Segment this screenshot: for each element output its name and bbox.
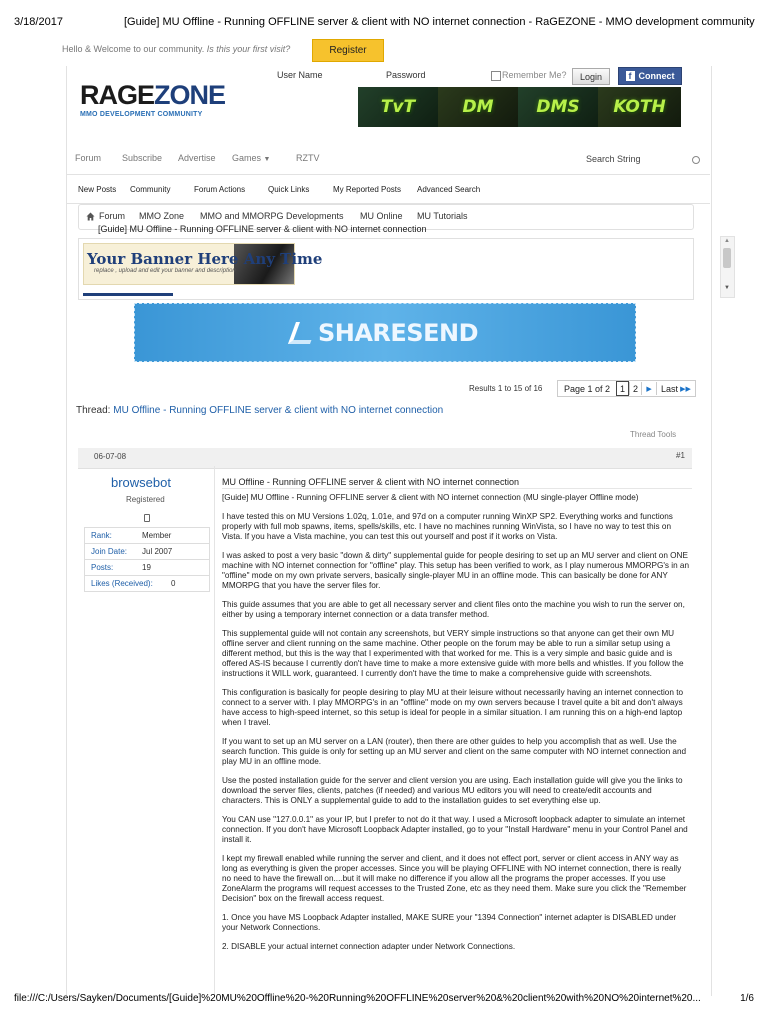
post-paragraph: If you want to set up an MU server on a LAN (router), then there are other guides to help you accomplish that as well. Use the search function. This guide is only for setting up an MU server and client on the same computer with NO internet connection and play MU in an offline mode. bbox=[222, 737, 687, 766]
facebook-connect-label: Connect bbox=[638, 71, 675, 81]
site-logo[interactable] bbox=[80, 82, 225, 118]
banner-dms: DMS bbox=[518, 87, 598, 127]
thread-heading bbox=[76, 405, 443, 416]
search-icon[interactable] bbox=[692, 156, 700, 164]
post-body bbox=[222, 493, 690, 961]
username-label: User Name bbox=[277, 70, 323, 80]
user-title: Registered bbox=[126, 495, 165, 504]
logo-rage: RAGE bbox=[80, 80, 155, 110]
post-paragraph: 1. Once you have MS Loopback Adapter installed, MAKE SURE your "1394 Connection" internet adapter is DISABLED under your Network Connections. bbox=[222, 913, 677, 932]
online-status-icon bbox=[144, 514, 150, 522]
last-page-label: Last bbox=[661, 383, 679, 394]
page-of: Page 1 of 2 bbox=[564, 383, 611, 394]
stat-likes bbox=[84, 575, 210, 592]
subnav-community[interactable]: Community bbox=[130, 185, 171, 194]
nav-subscribe[interactable]: Subscribe bbox=[122, 153, 163, 163]
next-page-icon[interactable]: ▶ bbox=[641, 382, 656, 395]
breadcrumb-forum[interactable]: Forum bbox=[99, 211, 126, 221]
subnav-quick-links[interactable]: Quick Links bbox=[268, 185, 310, 194]
post-paragraph: This configuration is basically for people desiring to play MU at their leisure without necessarily having an internet connection to connect to a server with. I play MMORPG's in an "offline" mode on my own servers because I travel quite a bit and don't always have access to high-speed internet, so this setup is ideal for people in a similar situation. I am running this on a high-end laptop when I travel. bbox=[222, 688, 684, 727]
search-input[interactable]: Search String bbox=[586, 154, 641, 164]
scrollbar-thumb[interactable] bbox=[723, 248, 731, 268]
thread-tools-menu[interactable]: Thread Tools bbox=[630, 430, 677, 439]
stat-rank bbox=[84, 527, 210, 544]
stat-key: Posts: bbox=[91, 563, 114, 572]
thread-title-link[interactable]: MU Offline - Running OFFLINE server & client with NO internet connection bbox=[113, 405, 444, 416]
logo-zone: ZONE bbox=[154, 80, 226, 110]
welcome-text: Hello & Welcome to our community. bbox=[62, 44, 205, 54]
nav-rztv[interactable]: RZTV bbox=[296, 153, 320, 163]
post-title: MU Offline - Running OFFLINE server & client with NO internet connection bbox=[222, 477, 519, 487]
stat-key: Likes (Received): bbox=[91, 579, 153, 588]
post-paragraph: This guide assumes that you are able to get all necessary server and client files onto the machine you wish to run the server on, either by using a temporary internet connection or a data transfer method. bbox=[222, 600, 685, 619]
banner-dm: DM bbox=[438, 87, 518, 127]
first-visit-question: Is this your first visit? bbox=[206, 44, 291, 54]
banner-ad[interactable] bbox=[83, 243, 323, 285]
password-label: Password bbox=[386, 70, 426, 80]
stat-posts bbox=[84, 559, 210, 576]
stat-value: Member bbox=[142, 531, 172, 540]
register-button[interactable]: Register bbox=[312, 39, 384, 62]
nav-forum[interactable]: Forum bbox=[75, 153, 102, 163]
subnav-reported-posts[interactable]: My Reported Posts bbox=[333, 185, 402, 194]
post-permalink[interactable]: #1 bbox=[676, 451, 685, 460]
game-modes-banner[interactable] bbox=[358, 87, 681, 127]
post-divider bbox=[222, 488, 692, 489]
results-count: Results 1 to 15 of 16 bbox=[469, 384, 543, 393]
welcome-message bbox=[62, 44, 290, 54]
breadcrumb-mmo-developments[interactable]: MMO and MMORPG Developments bbox=[200, 211, 344, 221]
last-page-button[interactable] bbox=[656, 382, 695, 395]
stat-value: 19 bbox=[142, 563, 151, 572]
nav-advertise[interactable]: Advertise bbox=[178, 153, 216, 163]
pagination bbox=[557, 380, 696, 397]
post-paragraph: You CAN use "127.0.0.1" as your IP, but I prefer to not do it that way. I used a Microsoft loopback adapter to simulate an internet connection. If you don't have Microsoft Loopback Adapter installed, go to your "Install Hardware" menu in your Control Panel and install it. bbox=[222, 815, 688, 844]
scrollbar[interactable] bbox=[720, 236, 735, 298]
post-paragraph: I kept my firewall enabled while running the server and client, and it does not effect port, server or client access in ANY way as long as everything is given the proper accesses. Since you will be playing OFFLINE with NO internet connection, there is really no need to have the firewall on....but it will make no difference if you allow all the programs the proper accesses. If you use ZoneAlarm the programs will request accesses to the Trusted Zone, etc as they need them. Make sure you click the "Remember Decision" box on the firewall access request. bbox=[222, 854, 687, 903]
sharesend-ad[interactable] bbox=[134, 303, 636, 362]
scroll-down-icon[interactable]: ▼ bbox=[724, 285, 730, 291]
banner-tvt: TvT bbox=[358, 87, 438, 127]
sharesend-logo-icon bbox=[288, 322, 318, 344]
double-arrow-icon: ▶▶ bbox=[680, 385, 691, 393]
subnav-forum-actions[interactable]: Forum Actions bbox=[194, 185, 246, 194]
ad-divider bbox=[83, 293, 173, 296]
post-paragraph: Use the posted installation guide for the server and client version you are using. Each installation guide will give you the links to download the server files, clients, patches (if needed) and various MU editors you will need to create/edit accounts and characters. This is ONLY a supplemental guide to add to the installation guides to set everything else up. bbox=[222, 776, 683, 805]
breadcrumb-mmo-zone[interactable]: MMO Zone bbox=[139, 211, 185, 221]
remember-me-checkbox[interactable] bbox=[491, 71, 501, 81]
stat-value: Jul 2007 bbox=[142, 547, 173, 556]
breadcrumb-mu-online[interactable]: MU Online bbox=[360, 211, 403, 221]
username-link[interactable]: browsebot bbox=[111, 475, 171, 490]
print-title: [Guide] MU Offline - Running OFFLINE server & client with NO internet connection - RaGEZONE - MMO development community bbox=[124, 16, 755, 28]
subnav-advanced-search[interactable]: Advanced Search bbox=[417, 185, 481, 194]
page-2-button[interactable]: 2 bbox=[629, 382, 641, 395]
logo-tagline: MMO DEVELOPMENT COMMUNITY bbox=[80, 111, 203, 118]
banner-ad-tagline: replace , upload and edit your banner and description bbox=[94, 268, 236, 274]
thread-prefix: Thread: bbox=[76, 405, 111, 416]
post-paragraph: [Guide] MU Offline - Running OFFLINE server & client with NO internet connection (MU single-player Offline mode) bbox=[222, 493, 639, 502]
post-paragraph: I have tested this on MU Versions 1.02q, 1.01e, and 97d on a computer running WinXP SP2. Everything works and functions properly with full mob spawns, items, spells/skills, etc. I have no machines running WinVista, so I have no way to test this on Vista. If you have a Vista machine, you can test this out yourself and post if it works on Vista. bbox=[222, 512, 673, 541]
login-button[interactable]: Login bbox=[572, 68, 610, 85]
remember-me-label: Remember Me? bbox=[502, 70, 567, 80]
banner-koth: KOTH bbox=[598, 87, 681, 127]
sharesend-label: SHARESEND bbox=[317, 318, 478, 347]
post-paragraph: I was asked to post a very basic "down & dirty" supplemental guide for people desiring to set up an MU server and client on ONE machine with NO internet connection for "offline" play. This setup has been verified to work, as I play numerous MMORPG's in an "offline" mode on my own private servers, basically single-player MU in an offline mode. This can basically be done for ANY MMORPG that you have the server files for. bbox=[222, 551, 690, 590]
nav-games-label: Games bbox=[232, 153, 262, 163]
stat-key: Rank: bbox=[91, 531, 112, 540]
subnav-new-posts[interactable]: New Posts bbox=[78, 185, 117, 194]
stat-value: 0 bbox=[171, 579, 176, 588]
home-icon[interactable] bbox=[86, 212, 95, 221]
scroll-up-icon[interactable]: ▲ bbox=[724, 238, 730, 244]
stat-key: Join Date: bbox=[91, 547, 128, 556]
post-paragraph: This supplemental guide will not contain any screenshots, but VERY simple instructions so that anyone can get their own MU offline server and client running on the same machine. Other people on the forum may be able to run a similar setup using a different method, but this is the way that I experimented with that worked for me. This is a very simple and basic guide and is offered AS-IS because I currently don't have time to make a more extensive guide with more bells and whistles. If you follow the instructions it WILL work, guaranteed. I currently don't have the time to make a comprehensive guide with screenshots. bbox=[222, 629, 684, 678]
nav-games[interactable] bbox=[232, 153, 270, 163]
banner-ad-headline: Your Banner Here Any Time bbox=[87, 250, 323, 268]
post-paragraph: 2. DISABLE your actual internet connection adapter under Network Connections. bbox=[222, 942, 516, 951]
print-page-number: 1/6 bbox=[740, 993, 754, 1004]
breadcrumb-mu-tutorials[interactable]: MU Tutorials bbox=[417, 211, 468, 221]
stat-join-date bbox=[84, 543, 210, 560]
print-date: 3/18/2017 bbox=[14, 16, 63, 28]
page-1-button[interactable]: 1 bbox=[616, 381, 629, 396]
facebook-connect-button[interactable] bbox=[618, 67, 682, 85]
print-file-path: file:///C:/Users/Sayken/Documents/[Guide]%20MU%20Offline%20-%20Running%20OFFLINE%20server%20&%20client%20with%20NO%20internet%20... bbox=[14, 993, 701, 1004]
breadcrumb-current: [Guide] MU Offline - Running OFFLINE server & client with NO internet connection bbox=[98, 224, 427, 234]
chevron-down-icon: ▼ bbox=[263, 156, 271, 163]
post-date: 06-07-08 bbox=[94, 452, 127, 461]
sub-nav bbox=[66, 174, 710, 204]
facebook-icon: f bbox=[626, 71, 635, 81]
